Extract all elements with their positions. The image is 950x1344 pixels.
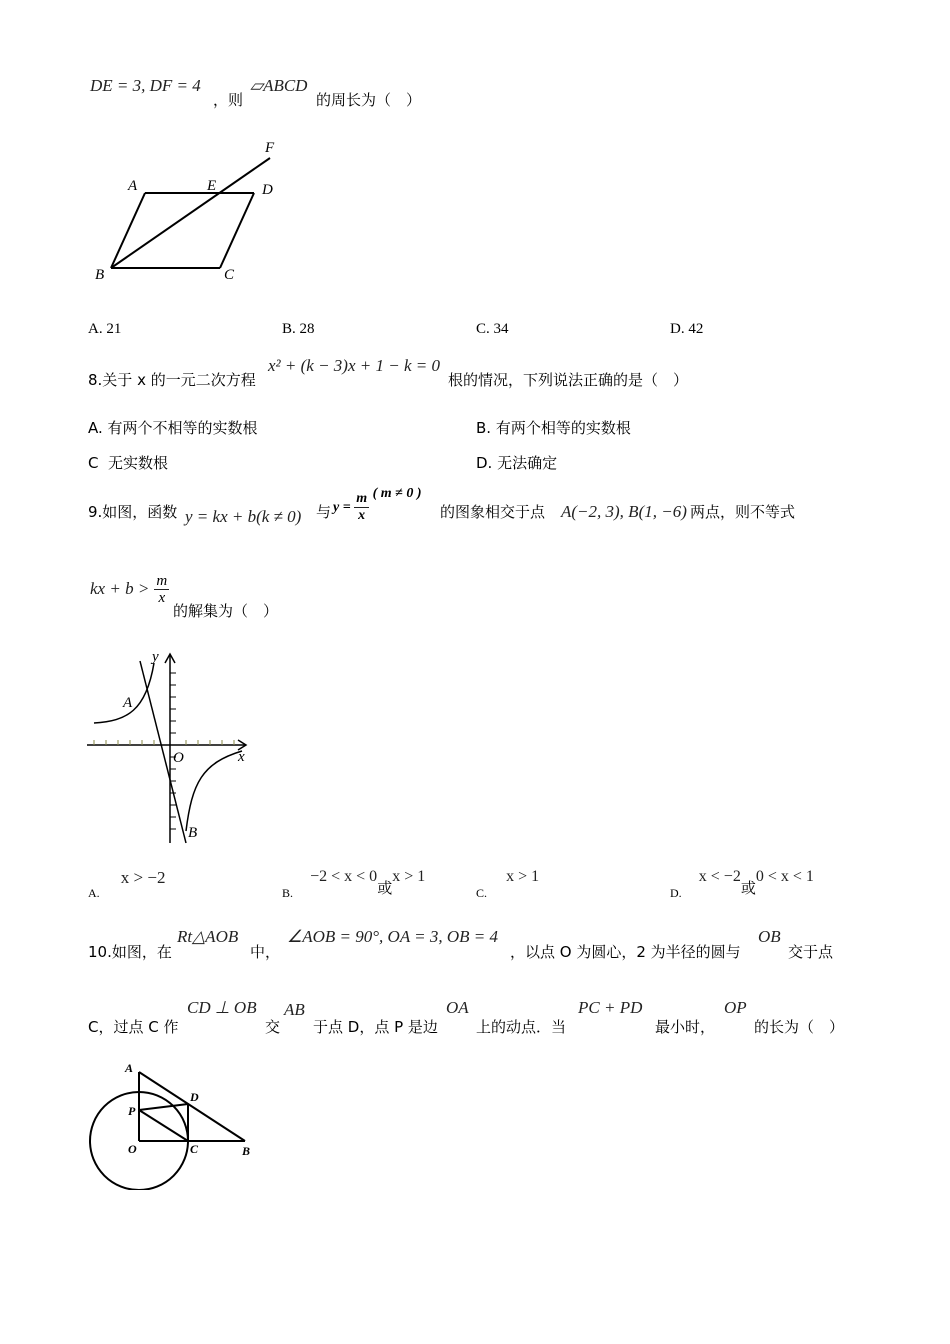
q7-option-a[interactable]: A. 21 — [88, 321, 122, 337]
q10-op: OP — [724, 998, 747, 1017]
q10-triangle: Rt△AOB — [177, 927, 239, 946]
q9-option-b[interactable]: $_{B.}$ −2 < x < 0或x > 1 — [282, 868, 426, 900]
q10-line2-b: 于点 D，点 P 是边 — [313, 1018, 438, 1036]
q10-line2-c: 上的动点．当 — [476, 1018, 567, 1036]
q9-option-c[interactable]: $_{C.}$ x > 1 — [476, 868, 540, 900]
q7-label-f: F — [265, 140, 275, 156]
q10-line2-d: 最小时， — [655, 1018, 716, 1036]
q10-ab: AB — [284, 1000, 305, 1019]
q8-option-c[interactable]: C 无实数根 — [88, 454, 169, 472]
q10-label-b: B — [242, 1144, 251, 1158]
q7-shape: ▱ABCD — [250, 76, 308, 95]
q8-prefix: 8.关于 x 的一元二次方程 — [88, 371, 256, 389]
q9-suffix: 两点，则不等式 — [690, 503, 796, 521]
q9-with: 与 — [316, 503, 332, 521]
q10-line2-e: 的长为（ ） — [754, 1018, 845, 1036]
q10-label-d: D — [190, 1090, 199, 1104]
q9-func1: y = kx + b(k ≠ 0) — [185, 507, 302, 526]
q7-comma-then: ，则 — [213, 91, 244, 109]
q10-perp: CD ⊥ OB — [187, 998, 257, 1017]
q7-label-b: B — [95, 267, 105, 283]
q10-ob: OB — [758, 927, 781, 946]
q10-in: 中， — [250, 943, 281, 961]
q9-label-y: y — [152, 649, 159, 665]
q9-option-d[interactable]: $_{D.}$ x < −2或0 < x < 1 — [670, 868, 814, 900]
q8-option-a[interactable]: A. 有两个不相等的实数根 — [88, 419, 258, 437]
q7-label-e: E — [207, 178, 217, 194]
q7-label-d: D — [262, 182, 273, 198]
q9-label-o: O — [173, 750, 184, 766]
q9-inequality: kx + b > $\frac{m}{x}$ — [90, 573, 168, 606]
q10-intersect: 交于点 — [788, 943, 834, 961]
q10-oa: OA — [446, 998, 469, 1017]
q9-label-x: x — [238, 749, 245, 765]
q10-line1-suffix: ，以点 O 为圆心，2 为半径的圆与 — [510, 943, 741, 961]
q7-label-c: C — [224, 267, 235, 283]
q7-formula: DE = 3, DF = 4 — [90, 76, 201, 95]
q10-label-a: A — [125, 1061, 134, 1075]
q7-option-b[interactable]: B. 28 — [282, 321, 315, 337]
q8-suffix: 根的情况，下列说法正确的是（ ） — [448, 371, 689, 389]
q9-points: A(−2, 3), B(1, −6) — [561, 502, 687, 521]
q7-option-c[interactable]: C. 34 — [476, 321, 509, 337]
q9-graph-figure — [82, 643, 257, 853]
q10-circle-figure — [85, 1055, 275, 1190]
q10-jiao: 交 — [265, 1018, 281, 1036]
q8-option-d[interactable]: D. 无法确定 — [476, 454, 558, 472]
q9-prefix: 9.如图，函数 — [88, 503, 178, 521]
q10-label-o: O — [128, 1142, 137, 1156]
q10-line2-a: C，过点 C 作 — [88, 1018, 179, 1036]
q10-sum: PC + PD — [578, 998, 643, 1017]
q10-prefix: 10.如图，在 — [88, 943, 172, 961]
q9-func2: y = $\frac{m}{x}$ ( m ≠ 0 ) — [333, 486, 422, 524]
q8-option-b[interactable]: B. 有两个相等的实数根 — [476, 419, 631, 437]
q7-ask: 的周长为（ ） — [316, 91, 422, 109]
q10-label-c: C — [190, 1142, 199, 1156]
q7-option-d[interactable]: D. 42 — [670, 321, 704, 337]
q9-option-a[interactable]: $_{A.}$ x > −2 — [88, 868, 166, 900]
q8-equation: x² + (k − 3)x + 1 − k = 0 — [268, 356, 440, 375]
q7-parallelogram-figure — [88, 136, 288, 286]
q10-label-p: P — [128, 1104, 136, 1118]
q9-ineq-suffix: 的解集为（ ） — [173, 602, 279, 620]
q9-label-a: A — [123, 695, 133, 711]
q9-mid: 的图象相交于点 — [440, 503, 546, 521]
q10-given: ∠AOB = 90°, OA = 3, OB = 4 — [287, 927, 499, 946]
q9-label-b: B — [188, 825, 198, 841]
q7-label-a: A — [128, 178, 138, 194]
